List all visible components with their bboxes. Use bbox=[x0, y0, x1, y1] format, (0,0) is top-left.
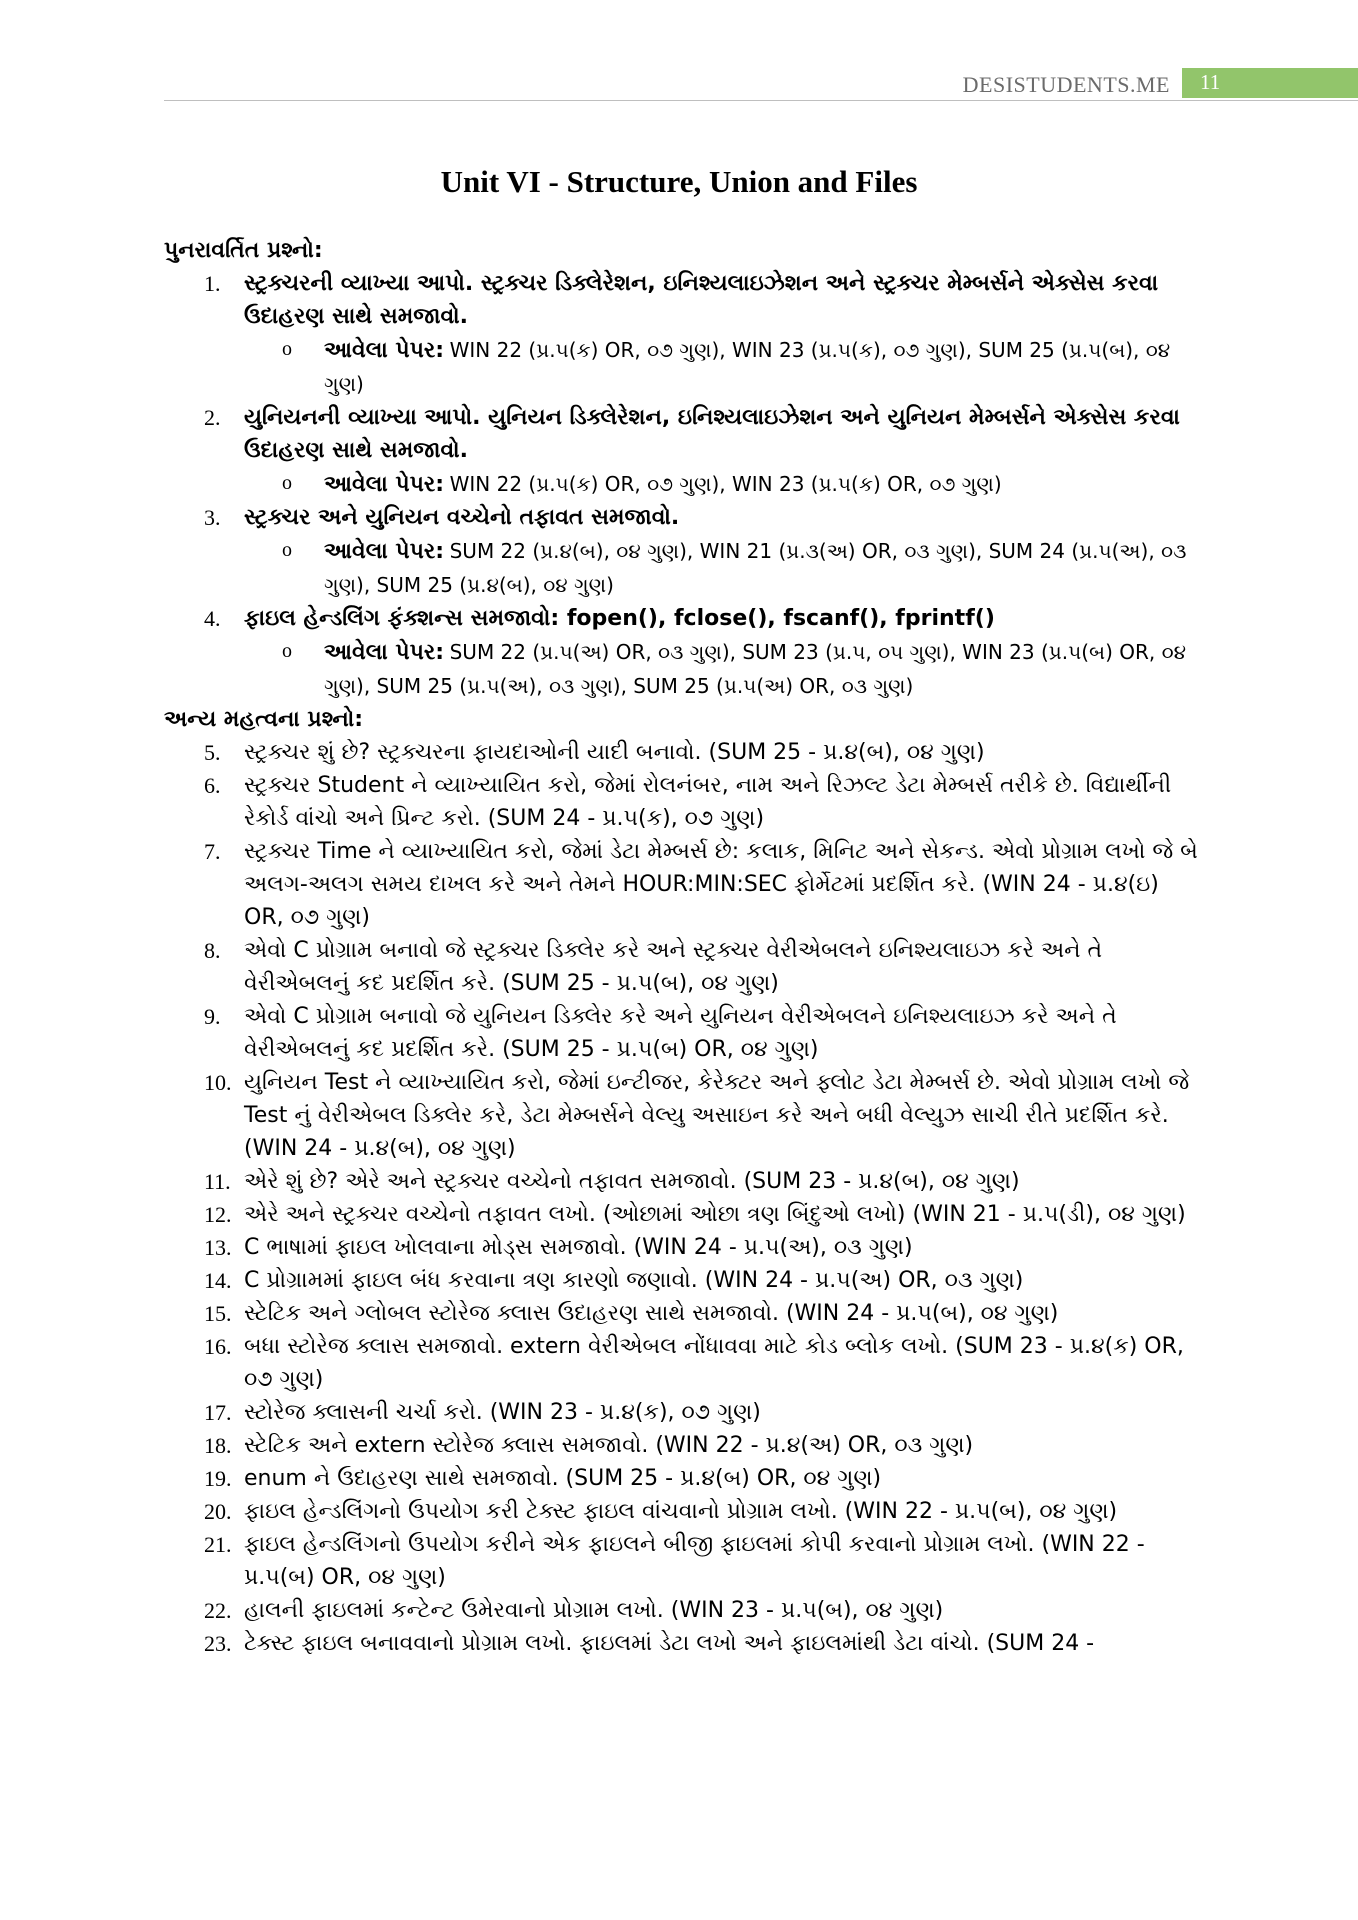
question-number: 10. bbox=[204, 1070, 232, 1095]
bullet-icon: o bbox=[282, 640, 292, 662]
section-heading-other: અન્ય મહત્વના પ્રશ્નો: bbox=[164, 707, 364, 732]
question-number: 22. bbox=[204, 1598, 232, 1623]
question-number: 19. bbox=[204, 1466, 232, 1491]
question-item bbox=[164, 1495, 1204, 1528]
question-item bbox=[164, 1198, 1204, 1231]
question-number: 8. bbox=[204, 938, 221, 963]
question-item bbox=[164, 1594, 1204, 1627]
papers-label: આવેલા પેપર: bbox=[324, 472, 445, 497]
question-item bbox=[164, 602, 1204, 635]
papers-item bbox=[164, 534, 1204, 602]
page-header bbox=[0, 68, 1358, 102]
papers-list: SUM 22 (પ્ર.૫(અ) OR, ૦૩ ગુણ), SUM 23 (પ્ર.૫, ૦૫ ગુણ), WIN 23 (પ્ર.૫(બ) OR, ૦૪ ગુણ), SUM 25 (પ્ર.૫(અ), ૦૩ ગુણ), SUM 25 (પ્ર.૫(અ) OR, ૦૩ ગુણ) bbox=[324, 640, 1187, 698]
question-item bbox=[164, 736, 1204, 769]
question-text: એવો C પ્રોગ્રામ બનાવો જે સ્ટ્રક્ચર ડિક્લેર કરે અને સ્ટ્રક્ચર વેરીએબલને ઇનિશ્યલાઇઝ કરે અને તે વેરીએબલનું કદ પ્રદર્શિત કરે. (SUM 25 - પ્ર.૫(બ), ૦૪ ગુણ) bbox=[244, 938, 1103, 996]
question-text: સ્ટ્રક્ચરની વ્યાખ્યા આપો. સ્ટ્રક્ચર ડિક્લેરેશન, ઇનિશ્યલાઇઝેશન અને સ્ટ્રક્ચર મેમ્બર્સને એક્સેસ કરવા ઉદાહરણ સાથે સમજાવો. bbox=[244, 271, 1159, 329]
question-item bbox=[164, 1297, 1204, 1330]
question-number: 1. bbox=[204, 271, 221, 296]
question-text: ફાઇલ હેન્ડલિંગ ફંક્શન્સ સમજાવો: fopen(), fclose(), fscanf(), fprintf() bbox=[244, 606, 995, 631]
bullet-icon: o bbox=[282, 539, 292, 561]
question-text: સ્ટ્રક્ચર શું છે? સ્ટ્રક્ચરના ફાયદાઓની યાદી બનાવો. (SUM 25 - પ્ર.૪(બ), ૦૪ ગુણ) bbox=[244, 740, 985, 765]
papers-list: SUM 22 (પ્ર.૪(બ), ૦૪ ગુણ), WIN 21 (પ્ર.૩(અ) OR, ૦૩ ગુણ), SUM 24 (પ્ર.૫(અ), ૦૩ ગુણ), SUM 25 (પ્ર.૪(બ), ૦૪ ગુણ) bbox=[324, 539, 1187, 597]
question-text: C ભાષામાં ફાઇલ ખોલવાના મોડ્સ સમજાવો. (WIN 24 - પ્ર.૫(અ), ૦૩ ગુણ) bbox=[244, 1235, 913, 1260]
question-number: 9. bbox=[204, 1004, 221, 1029]
question-item bbox=[164, 1528, 1204, 1594]
question-item bbox=[164, 1000, 1204, 1066]
papers-label: આવેલા પેપર: bbox=[324, 539, 445, 564]
other-questions-list bbox=[164, 736, 1204, 1660]
question-item bbox=[164, 1066, 1204, 1165]
question-text: હાલની ફાઇલમાં કન્ટેન્ટ ઉમેરવાનો પ્રોગ્રામ લખો. (WIN 23 - પ્ર.૫(બ), ૦૪ ગુણ) bbox=[244, 1598, 944, 1623]
question-number: 7. bbox=[204, 839, 221, 864]
question-item bbox=[164, 1462, 1204, 1495]
question-number: 3. bbox=[204, 505, 221, 530]
question-number: 21. bbox=[204, 1532, 232, 1557]
papers-item bbox=[164, 333, 1204, 401]
question-number: 16. bbox=[204, 1334, 232, 1359]
question-item bbox=[164, 501, 1204, 534]
question-item bbox=[164, 1429, 1204, 1462]
question-item bbox=[164, 1231, 1204, 1264]
question-item bbox=[164, 934, 1204, 1000]
bullet-icon: o bbox=[282, 472, 292, 494]
question-item bbox=[164, 1264, 1204, 1297]
question-text: એરે શું છે? એરે અને સ્ટ્રક્ચર વચ્ચેનો તફાવત સમજાવો. (SUM 23 - પ્ર.૪(બ), ૦૪ ગુણ) bbox=[244, 1169, 1020, 1194]
question-number: 17. bbox=[204, 1400, 232, 1425]
document-body bbox=[164, 234, 1204, 1660]
question-item bbox=[164, 835, 1204, 934]
question-number: 12. bbox=[204, 1202, 232, 1227]
question-number: 23. bbox=[204, 1631, 232, 1656]
header-divider bbox=[164, 100, 1358, 101]
question-number: 14. bbox=[204, 1268, 232, 1293]
question-number: 18. bbox=[204, 1433, 232, 1458]
question-text: ટેક્સ્ટ ફાઇલ બનાવવાનો પ્રોગ્રામ લખો. ફાઇલમાં ડેટા લખો અને ફાઇલમાંથી ડેટા વાંચો. (SUM 24 - bbox=[244, 1631, 1095, 1656]
papers-list: WIN 22 (પ્ર.૫(ક) OR, ૦૭ ગુણ), WIN 23 (પ્ર.૫(ક) OR, ૦૭ ગુણ) bbox=[449, 472, 1002, 496]
question-number: 15. bbox=[204, 1301, 232, 1326]
papers-item bbox=[164, 635, 1204, 703]
question-text: સ્ટ્રક્ચર Student ને વ્યાખ્યાયિત કરો, જેમાં રોલનંબર, નામ અને રિઝલ્ટ ડેટા મેમ્બર્સ તરીકે છે. વિદ્યાર્થીની રેકોર્ડ વાંચો અને પ્રિન્ટ કરો. (SUM 24 - પ્ર.૫(ક), ૦૭ ગુણ) bbox=[244, 773, 1172, 831]
question-item bbox=[164, 769, 1204, 835]
question-item bbox=[164, 1165, 1204, 1198]
question-item bbox=[164, 267, 1204, 333]
papers-list: WIN 22 (પ્ર.૫(ક) OR, ૦૭ ગુણ), WIN 23 (પ્ર.૫(ક), ૦૭ ગુણ), SUM 25 (પ્ર.૫(બ), ૦૪ ગુણ) bbox=[324, 338, 1171, 396]
section-heading-repeated: પુનરાવર્તિત પ્રશ્નો: bbox=[164, 238, 323, 263]
question-number: 5. bbox=[204, 740, 221, 765]
repeated-questions-list bbox=[164, 267, 1204, 703]
question-text: ફાઇલ હેન્ડલિંગનો ઉપયોગ કરીને એક ફાઇલને બીજી ફાઇલમાં કોપી કરવાનો પ્રોગ્રામ લખો. (WIN 22 - પ્ર.૫(બ) OR, ૦૪ ગુણ) bbox=[244, 1532, 1145, 1590]
question-text: C પ્રોગ્રામમાં ફાઇલ બંધ કરવાના ત્રણ કારણો જણાવો. (WIN 24 - પ્ર.૫(અ) OR, ૦૩ ગુણ) bbox=[244, 1268, 1024, 1293]
page-number: 11 bbox=[1200, 70, 1221, 94]
question-text: સ્ટ્રક્ચર Time ને વ્યાખ્યાયિત કરો, જેમાં ડેટા મેમ્બર્સ છે: કલાક, મિનિટ અને સેકન્ડ. એવો પ્રોગ્રામ લખો જે બે અલગ-અલગ સમય દાખલ કરે અને તેમને HOUR:MIN:SEC ફોર્મેટમાં પ્રદર્શિત કરે. (WIN 24 - પ્ર.૪(ઇ) OR, ૦૭ ગુણ) bbox=[244, 839, 1198, 930]
question-number: 20. bbox=[204, 1499, 232, 1524]
question-number: 11. bbox=[204, 1169, 231, 1194]
question-number: 4. bbox=[204, 606, 221, 631]
question-text: બધા સ્ટોરેજ ક્લાસ સમજાવો. extern વેરીએબલ નોંધાવવા માટે કોડ બ્લોક લખો. (SUM 23 - પ્ર.૪(ક) OR, ૦૭ ગુણ) bbox=[244, 1334, 1184, 1392]
papers-item bbox=[164, 467, 1204, 501]
question-text: ફાઇલ હેન્ડલિંગનો ઉપયોગ કરી ટેક્સ્ટ ફાઇલ વાંચવાનો પ્રોગ્રામ લખો. (WIN 22 - પ્ર.૫(બ), ૦૪ ગુણ) bbox=[244, 1499, 1118, 1524]
question-item bbox=[164, 401, 1204, 467]
question-text: યુનિયન Test ને વ્યાખ્યાયિત કરો, જેમાં ઇન્ટીજર, કેરેક્ટર અને ફ્લોટ ડેટા મેમ્બર્સ છે. એવો પ્રોગ્રામ લખો જે Test નું વેરીએબલ ડિક્લેર કરે, ડેટા મેમ્બર્સને વેલ્યુ અસાઇન કરે અને બધી વેલ્યુઝ સાચી રીતે પ્રદર્શિત કરે. (WIN 24 - પ્ર.૪(બ), ૦૪ ગુણ) bbox=[244, 1070, 1190, 1161]
question-number: 2. bbox=[204, 405, 221, 430]
papers-label: આવેલા પેપર: bbox=[324, 640, 445, 665]
papers-label: આવેલા પેપર: bbox=[324, 338, 445, 363]
question-text: એવો C પ્રોગ્રામ બનાવો જે યુનિયન ડિક્લેર કરે અને યુનિયન વેરીએબલને ઇનિશ્યલાઇઝ કરે અને તે વેરીએબલનું કદ પ્રદર્શિત કરે. (SUM 25 - પ્ર.૫(બ) OR, ૦૪ ગુણ) bbox=[244, 1004, 1117, 1062]
site-name: DESISTUDENTS.ME bbox=[962, 72, 1170, 97]
page-title: Unit VI - Structure, Union and Files bbox=[440, 164, 918, 199]
page-number-badge bbox=[1182, 68, 1358, 98]
question-number: 6. bbox=[204, 773, 221, 798]
bullet-icon: o bbox=[282, 338, 292, 360]
question-text: યુનિયનની વ્યાખ્યા આપો. યુનિયન ડિક્લેરેશન, ઇનિશ્યલાઇઝેશન અને યુનિયન મેમ્બર્સને એક્સેસ કરવા ઉદાહરણ સાથે સમજાવો. bbox=[244, 405, 1180, 463]
question-text: સ્ટેટિક અને ગ્લોબલ સ્ટોરેજ ક્લાસ ઉદાહરણ સાથે સમજાવો. (WIN 24 - પ્ર.૫(બ), ૦૪ ગુણ) bbox=[244, 1301, 1059, 1326]
question-text: સ્ટોરેજ ક્લાસની ચર્ચા કરો. (WIN 23 - પ્ર.૪(ક), ૦૭ ગુણ) bbox=[244, 1400, 761, 1425]
question-item bbox=[164, 1396, 1204, 1429]
question-text: enum ને ઉદાહરણ સાથે સમજાવો. (SUM 25 - પ્ર.૪(બ) OR, ૦૪ ગુણ) bbox=[244, 1466, 882, 1491]
question-text: સ્ટેટિક અને extern સ્ટોરેજ ક્લાસ સમજાવો. (WIN 22 - પ્ર.૪(અ) OR, ૦૩ ગુણ) bbox=[244, 1433, 974, 1458]
question-text: સ્ટ્રક્ચર અને યુનિયન વચ્ચેનો તફાવત સમજાવો. bbox=[244, 505, 680, 530]
question-item bbox=[164, 1627, 1204, 1660]
question-item bbox=[164, 1330, 1204, 1396]
question-number: 13. bbox=[204, 1235, 232, 1260]
question-text: એરે અને સ્ટ્રક્ચર વચ્ચેનો તફાવત લખો. (ઓછામાં ઓછા ત્રણ બિંદુઓ લખો) (WIN 21 - પ્ર.૫(ડી), ૦૪ ગુણ) bbox=[244, 1202, 1186, 1227]
